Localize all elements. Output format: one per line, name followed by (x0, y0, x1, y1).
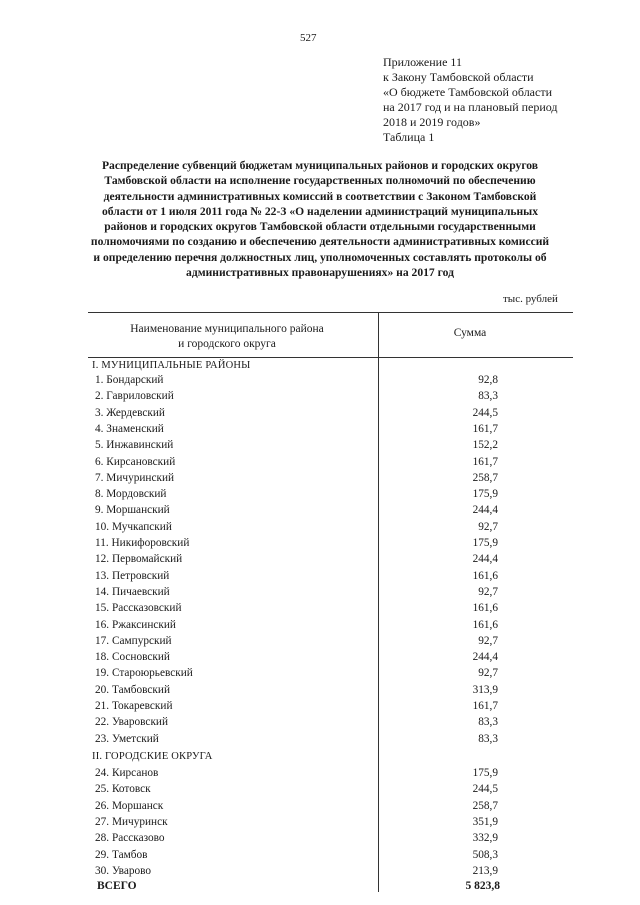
table-row-value: 351,9 (472, 815, 498, 828)
table-row-name: 30. Уварово (95, 864, 152, 877)
table-row-name: 26. Моршанск (95, 799, 164, 812)
table-row-name: 23. Уметский (95, 732, 159, 745)
appendix-block (383, 55, 558, 145)
table-row-value: 244,5 (472, 406, 498, 419)
section-title-cities: II. ГОРОДСКИЕ ОКРУГА (92, 751, 213, 762)
table-row-name: 19. Староюрьевский (95, 667, 193, 680)
table-row-value: 92,7 (478, 585, 498, 598)
table-row-value: 152,2 (472, 439, 498, 452)
total-label: ВСЕГО (97, 880, 137, 892)
table-row-value: 161,7 (472, 422, 498, 435)
table-row-name: 29. Тамбов (95, 848, 148, 861)
heading-line: районов и городских округов Тамбовской области отдельными государственными (104, 220, 536, 234)
table-row-name: 6. Кирсановский (95, 455, 176, 468)
table-row-value: 313,9 (472, 683, 498, 696)
table-row-name: 8. Мордовский (95, 488, 167, 501)
column-header-sum: Сумма (453, 327, 487, 339)
table-row-name: 24. Кирсанов (95, 767, 159, 779)
heading-line: и определению перечня должностных лиц, уполномоченных составлять протоколы об (93, 250, 547, 264)
column-header-name-line1: Наименование муниципального района (130, 323, 324, 335)
heading-line: области от 1 июля 2011 года № 22-З «О наделении администраций муниципальных (101, 204, 539, 218)
table-row-value: 83,3 (478, 390, 498, 403)
appendix-line: Таблица 1 (383, 130, 435, 144)
page-number: 527 (300, 32, 317, 44)
appendix-line: «О бюджете Тамбовской области (383, 85, 552, 99)
table-row-value: 244,4 (472, 651, 498, 664)
table-row-name: 17. Сампурский (95, 634, 172, 647)
table-row-name: 1. Бондарский (95, 374, 164, 386)
table-row-name: 5. Инжавинский (95, 439, 174, 452)
table-row-name: 3. Жердевский (95, 406, 165, 419)
heading-line: Тамбовской области на исполнение государственных полномочий по обеспечению (104, 174, 536, 188)
table-row-value: 92,7 (478, 634, 498, 647)
table-row-value: 258,7 (472, 799, 498, 812)
table-row-name: 7. Мичуринский (95, 471, 175, 484)
heading-line: административных правонарушениях» на 2017 год (186, 266, 454, 280)
table-header-border (88, 357, 573, 358)
document-heading (70, 158, 570, 280)
table-row-value: 175,9 (472, 488, 498, 501)
table-row-value: 508,3 (472, 848, 498, 861)
table-row-name: 25. Котовск (95, 783, 151, 796)
appendix-line: на 2017 год и на плановый период (383, 100, 558, 114)
table-row-value: 161,6 (472, 569, 498, 582)
table-row-value: 258,7 (472, 471, 498, 484)
table-row-name: 11. Никифоровский (95, 537, 190, 549)
table-row-name: 15. Рассказовский (95, 602, 182, 615)
table-column-divider (378, 312, 379, 892)
table-row-name: 13. Петровский (95, 569, 170, 582)
table-row-name: 28. Рассказово (95, 832, 165, 845)
table-row-value: 161,7 (472, 700, 498, 712)
table-row-name: 21. Токаревский (95, 700, 173, 712)
table-row-name: 2. Гавриловский (95, 390, 174, 403)
units-label: тыс. рублей (503, 293, 558, 305)
column-header-name-line2: и городского округа (178, 338, 276, 350)
section-title-districts: I. МУНИЦИПАЛЬНЫЕ РАЙОНЫ (92, 360, 251, 371)
table-row-value: 244,5 (472, 783, 498, 796)
table-row-value: 161,7 (472, 455, 498, 468)
appendix-line: Приложение 11 (383, 55, 462, 69)
table-row-value: 92,7 (478, 520, 498, 533)
column-header-name (92, 322, 362, 352)
table-row-name: 10. Мучкапский (95, 520, 172, 533)
table-row-value: 83,3 (478, 732, 498, 745)
table-row-name: 20. Тамбовский (95, 683, 170, 696)
table-row-name: 22. Уваровский (95, 716, 169, 729)
table-row-name: 9. Моршанский (95, 504, 170, 517)
table-top-border (88, 312, 573, 313)
table-row-name: 4. Знаменский (95, 422, 164, 435)
heading-line: деятельности административных комиссий в соответствии с Законом Тамбовской (103, 189, 537, 203)
table-row-value: 213,9 (472, 864, 498, 877)
table-row-value: 244,4 (472, 553, 498, 566)
appendix-line: к Закону Тамбовской области (383, 70, 534, 84)
table-row-value: 175,9 (472, 767, 498, 779)
heading-line: Распределение субвенций бюджетам муниципальных районов и городских округов (101, 159, 539, 172)
table-row-value: 161,6 (472, 602, 498, 615)
table-row-name: 12. Первомайский (95, 553, 183, 566)
appendix-line: 2018 и 2019 годов» (383, 115, 481, 129)
table-row-value: 175,9 (472, 537, 498, 549)
table-row-value: 332,9 (472, 832, 498, 845)
table-row-name: 18. Сосновский (95, 651, 170, 664)
table-row-value: 244,4 (472, 504, 498, 517)
table-row-name: 14. Пичаевский (95, 585, 170, 598)
table-row-value: 92,7 (478, 667, 498, 680)
table-row-name: 27. Мичуринск (95, 815, 168, 828)
table-row-value: 92,8 (478, 374, 498, 386)
heading-line: полномочиями по созданию и обеспечению деятельности административных комиссий (90, 235, 550, 249)
total-value: 5 823,8 (465, 880, 500, 892)
table-row-value: 83,3 (478, 716, 498, 729)
table-row-value: 161,6 (472, 618, 498, 631)
table-row-name: 16. Ржаксинский (95, 618, 176, 631)
